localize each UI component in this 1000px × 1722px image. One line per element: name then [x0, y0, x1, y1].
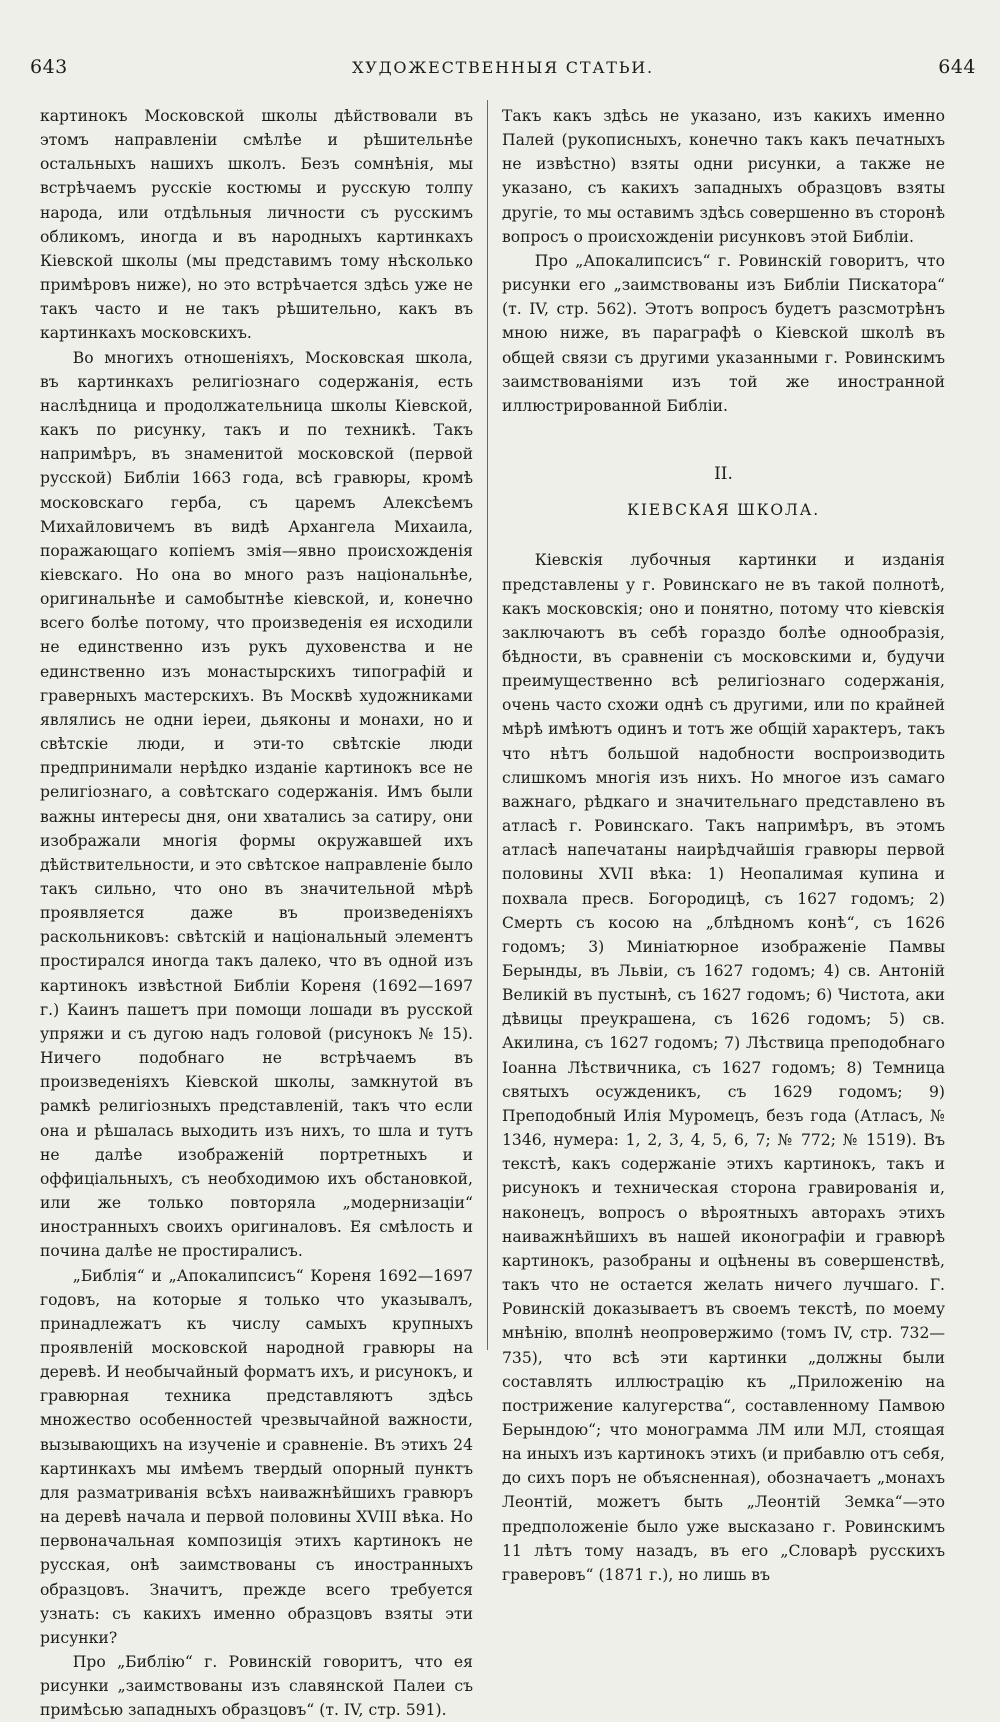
- page-header: [30, 56, 976, 86]
- section-number: II.: [714, 464, 733, 485]
- paragraph: Во многихъ отношеніяхъ, Московская школа, въ картинкахъ религіознаго содержанія, есть наслѣдница и продолжательница школы Кіевской, какъ по рисунку, такъ и по техникѣ. Такъ напримѣръ, въ знаменитой московской (первой русской) Библіи 1663 года, всѣ гравюры, кромѣ московскаго герба, съ царемъ Алексѣемъ Михайловичемъ въ видѣ Архангела Михаила, поражающаго копіемъ змія—явно происхожденія кіевскаго. Но она во много разъ національнѣе, оригинальнѣе и самобытнѣе кіевской, и, конечно всего болѣе потому, что произведенія ея исходили не единственно изъ рукъ духовенства и не единственно изъ монастырскихъ типографій и граверныхъ мастерскихъ. Въ Москвѣ художниками являлись не одни іереи, дьяконы и монахи, но и свѣтскіе люди, и эти-то свѣтскіе люди предпринимали нерѣдко изданіе картинокъ все не религіознаго, а совѣтскаго содержанія. Имъ были важны интересы дня, они хватались за сатиру, они изображали многія формы окружавшей ихъ дѣйствительности, и это свѣтское направленіе было такъ сильно, что оно въ значительной мѣрѣ проявляется даже въ произведеніяхъ раскольниковъ: свѣтскій и національный элементъ простирался иногда такъ далеко, что въ одной изъ картинокъ извѣстной Библіи Кореня (1692—1697 г.) Каинъ пашетъ при помощи лошади въ русской упряжи и съ дугою надъ головой (рисунокъ № 15). Ничего подобнаго не встрѣчаемъ въ произведеніяхъ Кіевской школы, замкнутой въ рамкѣ религіозныхъ представленій, такъ что если она и рѣшалась выходить изъ нихъ, то шла и тутъ не далѣе изображеній портретныхъ и оффиціальныхъ, съ необходимою ихъ обстановкой, или же только повторяла „модернизаціи“ иностранныхъ своихъ оригиналовъ. Ея смѣлость и почина далѣе не простиралисъ.: [40, 348, 473, 1261]
- paragraph: Кіевскія лубочныя картинки и изданія представлены у г. Ровинскаго не въ такой полнотѣ, какъ московскія; оно и понятно, потому что кіевскія заключаютъ въ себѣ гораздо болѣе однообразія, бѣдности, въ сравненіи съ московскими и, будучи преимущественно всѣ религіознаго содержанія, очень часто схожи однѣ съ другими, или по крайней мѣрѣ имѣютъ одинъ и тотъ же общій характеръ, такъ что нѣтъ большой надобности воспроизводить слишкомъ многія изъ нихъ. Но многое изъ самаго важнаго, рѣдкаго и значительнаго представлено въ атласѣ г. Ровинскаго. Такъ напримѣръ, въ этомъ атласѣ напечатаны наирѣдчайшія гравюры первой половины XVII вѣка: 1) Неопалимая купина и похвала пресв. Богородицѣ, съ 1627 годомъ; 2) Смерть съ косою на „блѣдномъ конѣ“, съ 1626 годомъ; 3) Миніатюрное изображеніе Памвы Берынды, въ Львіи, съ 1627 годомъ; 4) св. Антоній Великій въ пустынѣ, съ 1627 годомъ; 6) Чистота, аки дѣвицы преукрашена, съ 1626 годомъ; 5) св. Акилина, съ 1627 годомъ; 7) Лѣствица преподобнаго Іоанна Лѣствичника, съ 1627 годомъ; 8) Темница святыхъ осужденикъ, съ 1629 годомъ; 9) Преподобный Илія Муромецъ, безъ года (Атласъ, № 1346, нумера: 1, 2, 3, 4, 5, 6, 7; № 772; № 1519). Въ текстѣ, какъ содержаніе этихъ картинокъ, такъ и рисунокъ и техническая сторона гравированія и, наконецъ, вопросъ о вѣроятныхъ авторахъ этихъ наиважнѣйшихъ въ нашей иконографіи и гравюрѣ картинокъ, разобраны и оцѣнены въ совершенствѣ, такъ что не остается желать ничего лучшаго. Г. Ровинскій доказываетъ въ своемъ текстѣ, по моему мнѣнію, вполнѣ неопровержимо (томъ IV, стр. 732—735), что всѣ эти картинки „должны были составлять иллюстрацію къ „Приложенію на пострижение калугерства“, составленному Памвою Берындою“; что монограмма ЛМ или МЛ, стоящая на иныхъ изъ картинокъ этихъ (и прибавлю отъ себя, до сихъ поръ не объясненная), обозначаетъ „монахъ Леонтій, можетъ быть „Леонтій Земка“—это предположеніе было уже высказано г. Ровинскимъ 11 лѣтъ тому назадъ, въ его „Словарѣ русскихъ граверовъ“ (1871 г.), но лишь въ: [502, 551, 945, 1584]
- right-column: [502, 104, 945, 1587]
- paragraph: Про „Апокалипсисъ“ г. Ровинскій говоритъ, что рисунки его „заимствованы изъ Библіи Пискатора“ (т. IV, стр. 562). Этотъ вопросъ будетъ разсмотрѣнъ мною ниже, въ параграфѣ о Кіевской школѣ въ общей связи съ другими указанными г. Ровинскимъ заимствованіями изъ той же иностранной иллюстрированной Библіи.: [502, 251, 945, 415]
- section-title: КІЕВСКАЯ ШКОЛА.: [627, 501, 820, 520]
- running-title: ХУДОЖЕСТВЕННЫЯ СТАТЬИ.: [352, 58, 654, 77]
- left-column: [40, 104, 473, 1722]
- right-page-number: 644: [938, 56, 976, 78]
- left-page-number: 643: [30, 56, 68, 78]
- paragraph: Про „Библію“ г. Ровинскій говоритъ, что ея рисунки „заимствованы изъ славянской Палеи съ примѣсью западныхъ образцовъ“ (т. IV, стр. 591).: [40, 1653, 473, 1720]
- paragraph: картинокъ Московской школы дѣйствовали въ этомъ направленіи смѣлѣе и рѣшительнѣе остальныхъ нашихъ школъ. Безъ сомнѣнія, мы встрѣчаемъ русскіе костюмы и русскую толпу народа, или отдѣльныя личности съ русскимъ обликомъ, иногда и въ народныхъ картинкахъ Кіевской школы (мы представимъ тому нѣсколько примѣровъ ниже), но это встрѣчается здѣсь уже не такъ часто и не такъ рѣшительно, какъ въ картинкахъ московскихъ.: [40, 107, 473, 343]
- paragraph: „Библія“ и „Апокалипсисъ“ Кореня 1692—1697 годовъ, на которые я только что указывалъ, принадлежатъ къ числу самыхъ крупныхъ проявленій московской народной гравюры на деревѣ. И необычайный форматъ ихъ, и рисунокъ, и гравюрная техника представляютъ здѣсь множество особенностей чрезвычайной важности, вызывающихъ на изученіе и сравненіе. Въ этихъ 24 картинкахъ мы имѣемъ твердый опорный пунктъ для разматриванія всѣхъ наиважнѣйшихъ гравюръ на деревѣ начала и первой половины XVIII вѣка. Но первоначальная композиція этихъ картинокъ не русская, онѣ заимствованы съ иностранныхъ образцовъ. Значитъ, прежде всего требуется узнать: съ какихъ именно образцовъ взяты эти рисунки?: [40, 1266, 473, 1647]
- paragraph: Такъ какъ здѣсь не указано, изъ какихъ именно Палей (рукописныхъ, конечно такъ какъ печатныхъ не извѣстно) взяты одни рисунки, а также не указано, съ какихъ западныхъ образцовъ взяты другіе, то мы оставимъ здѣсь совершенно въ сторонѣ вопросъ о происхожденіи рисунковъ этой Библіи.: [502, 107, 945, 246]
- column-divider: [487, 100, 488, 1350]
